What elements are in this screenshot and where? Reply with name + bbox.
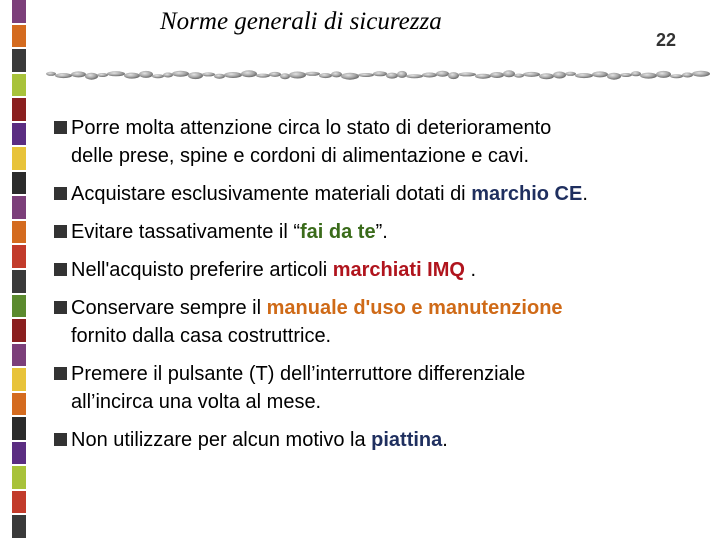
stone-shape bbox=[565, 72, 576, 76]
stone-shape bbox=[640, 73, 657, 79]
stone-shape bbox=[241, 70, 257, 77]
stone-shape bbox=[224, 72, 242, 78]
stone-shape bbox=[656, 71, 671, 78]
side-bar-segment bbox=[12, 393, 26, 418]
side-bar-segment bbox=[12, 368, 26, 393]
bullet-square-icon bbox=[54, 301, 67, 314]
stone-shape bbox=[280, 73, 290, 79]
bullet-square-icon bbox=[54, 433, 67, 446]
bullet-text: Conservare sempre il bbox=[71, 297, 267, 319]
side-bar-segment bbox=[12, 74, 26, 99]
side-bar-segment bbox=[12, 98, 26, 123]
side-bar-segment bbox=[12, 319, 26, 344]
side-bar-segment bbox=[12, 172, 26, 197]
stone-shape bbox=[670, 74, 683, 78]
bullet-square-icon bbox=[54, 187, 67, 200]
slide-number: 22 bbox=[656, 30, 677, 50]
side-bar-segment bbox=[12, 196, 26, 221]
stone-shape bbox=[448, 72, 459, 79]
bullet-text-end: . bbox=[582, 183, 588, 205]
bullet-item-manuale bbox=[54, 294, 704, 350]
bullet-text-end: . bbox=[464, 259, 477, 281]
stone-shape bbox=[490, 72, 504, 78]
bullet-item-imq bbox=[54, 256, 704, 284]
stone-shape bbox=[692, 71, 710, 77]
bullet-highlight: marchio CE bbox=[471, 183, 583, 205]
stone-shape bbox=[592, 71, 608, 77]
decorative-side-bar bbox=[12, 0, 26, 540]
stone-shape bbox=[163, 73, 173, 78]
side-bar-segment bbox=[12, 442, 26, 467]
stone-shape bbox=[55, 73, 72, 78]
side-bar-segment bbox=[12, 123, 26, 148]
stone-shape bbox=[406, 74, 423, 78]
stone-shape bbox=[539, 73, 554, 79]
stone-shape bbox=[514, 74, 524, 78]
side-bar-segment bbox=[12, 270, 26, 295]
stone-shape bbox=[46, 72, 56, 76]
side-bar-segment bbox=[12, 466, 26, 491]
stone-shape bbox=[575, 73, 593, 78]
side-bar-segment bbox=[12, 221, 26, 246]
stone-divider bbox=[40, 58, 710, 92]
stone-shape bbox=[553, 72, 566, 79]
bullet-text-line2: delle prese, spine e cordoni di alimentazione e cavi. bbox=[71, 145, 530, 167]
stone-shape bbox=[202, 72, 215, 76]
side-bar-segment bbox=[12, 25, 26, 50]
side-bar-segment bbox=[12, 245, 26, 270]
bullet-item-marchio-ce bbox=[54, 180, 704, 208]
stone-shape bbox=[631, 71, 641, 76]
bullet-text-end: . bbox=[442, 429, 448, 451]
bullet-text-line2: fornito dalla casa costruttrice. bbox=[71, 325, 332, 347]
stone-shape bbox=[97, 73, 108, 77]
stone-shape bbox=[269, 72, 281, 77]
bullet-item-differenziale bbox=[54, 360, 704, 416]
stone-shape bbox=[607, 73, 621, 80]
side-bar-segment bbox=[12, 147, 26, 172]
stone-shape bbox=[682, 73, 693, 78]
stone-shape bbox=[341, 73, 359, 80]
stone-shape bbox=[188, 72, 203, 79]
side-bar-segment bbox=[12, 0, 26, 25]
stone-shape bbox=[373, 71, 387, 76]
bullet-text: Non utilizzare per alcun motivo la bbox=[71, 429, 372, 451]
stone-shape bbox=[289, 72, 306, 79]
side-bar-segment bbox=[12, 295, 26, 320]
bullet-item-piattina bbox=[54, 426, 704, 454]
side-bar-segment bbox=[12, 344, 26, 369]
stone-shape bbox=[331, 71, 342, 77]
bullet-text-line2: all’incirca una volta al mese. bbox=[71, 391, 322, 413]
stone-shape bbox=[256, 74, 270, 78]
bullet-list bbox=[54, 114, 704, 464]
stone-shape bbox=[358, 73, 374, 77]
slide-title: Norme generali di sicurezza bbox=[160, 8, 442, 35]
bullet-text-end: ”. bbox=[375, 221, 388, 243]
bullet-text-line1: Premere il pulsante (T) dell’interruttore differenziale bbox=[71, 363, 526, 385]
stone-shape bbox=[319, 73, 332, 78]
bullet-text: Acquistare esclusivamente materiali dotati di bbox=[71, 183, 472, 205]
stone-shape bbox=[305, 72, 320, 76]
stone-shape bbox=[458, 72, 476, 76]
bullet-square-icon bbox=[54, 121, 67, 134]
stone-shape bbox=[523, 72, 540, 77]
side-bar-segment bbox=[12, 491, 26, 516]
bullet-highlight: marchiati IMQ bbox=[332, 259, 465, 281]
stone-shape bbox=[386, 73, 398, 79]
bullet-square-icon bbox=[54, 367, 67, 380]
stone-shape bbox=[397, 71, 407, 78]
stone-shape bbox=[107, 71, 125, 76]
stone-shape bbox=[152, 74, 164, 78]
bullet-highlight: fai da te bbox=[299, 221, 376, 243]
stone-shape bbox=[422, 73, 437, 78]
bullet-highlight: manuale d'uso e manutenzione bbox=[266, 297, 563, 319]
stone-shape bbox=[85, 73, 98, 80]
bullet-text: Evitare tassativamente il “ bbox=[71, 221, 300, 243]
stone-shape bbox=[214, 74, 225, 79]
bullet-text-line1: Porre molta attenzione circa lo stato di deterioramento bbox=[71, 117, 552, 139]
bullet-item-deterioramento bbox=[54, 114, 704, 170]
stone-shape bbox=[436, 71, 449, 77]
bullet-highlight: piattina bbox=[371, 429, 443, 451]
stone-shape bbox=[124, 73, 140, 79]
side-bar-segment bbox=[12, 417, 26, 442]
bullet-square-icon bbox=[54, 225, 67, 238]
stone-shape bbox=[71, 71, 86, 77]
stone-shape bbox=[172, 71, 189, 77]
stone-shape bbox=[620, 73, 632, 77]
side-bar-segment bbox=[12, 515, 26, 540]
bullet-item-fai-da-te bbox=[54, 218, 704, 246]
stone-shape bbox=[475, 74, 491, 79]
stone-shape bbox=[139, 71, 153, 78]
stone-shape bbox=[503, 70, 515, 77]
bullet-square-icon bbox=[54, 263, 67, 276]
side-bar-segment bbox=[12, 49, 26, 74]
bullet-text: Nell'acquisto preferire articoli bbox=[71, 259, 333, 281]
